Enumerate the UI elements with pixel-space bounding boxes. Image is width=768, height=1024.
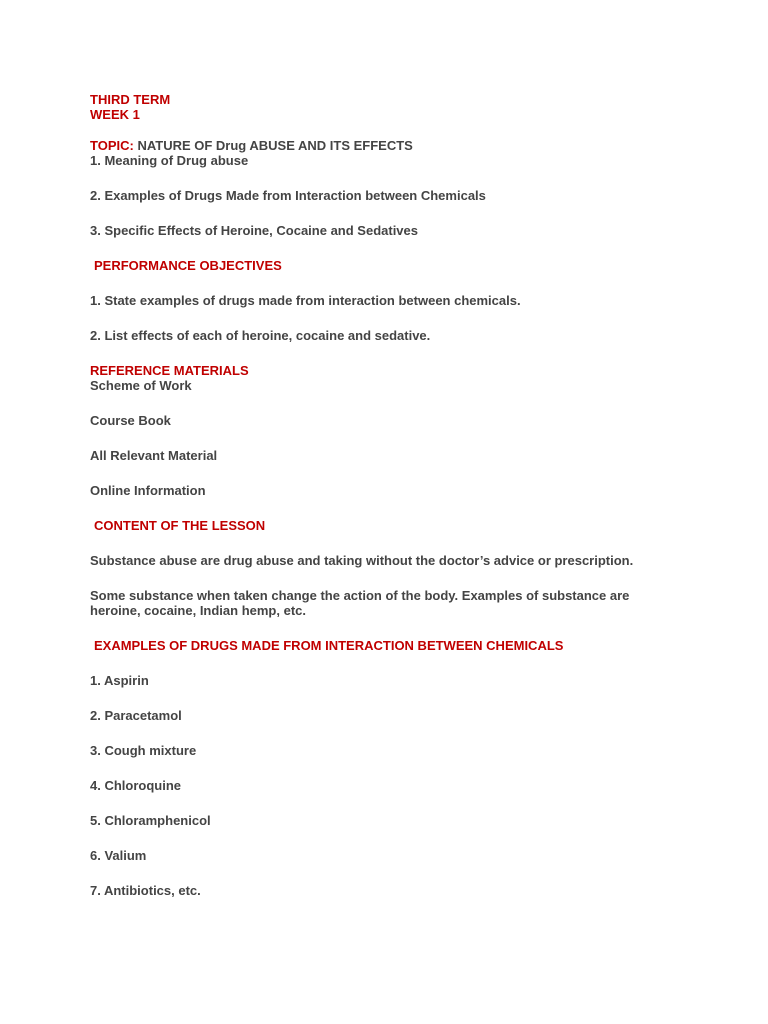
content-heading: CONTENT OF THE LESSON xyxy=(94,518,266,533)
topic-item: 1. Meaning of Drug abuse xyxy=(90,153,249,168)
example-item: 3. Cough mixture xyxy=(90,743,197,758)
topic-line xyxy=(90,138,710,153)
topic-label: TOPIC: xyxy=(90,138,134,153)
example-item: 7. Antibiotics, etc. xyxy=(90,883,201,898)
examples-heading: EXAMPLES OF DRUGS MADE FROM INTERACTION BETWEEN CHEMICALS xyxy=(94,638,564,653)
topic-item: 3. Specific Effects of Heroine, Cocaine and Sedatives xyxy=(90,223,418,238)
example-item: 5. Chloramphenicol xyxy=(90,813,211,828)
reference-item: All Relevant Material xyxy=(90,448,218,463)
reference-item: Online Information xyxy=(90,483,206,498)
term-heading: THIRD TERM xyxy=(90,92,171,107)
content-paragraph: Some substance when taken change the action of the body. Examples of substance are heroine, cocaine, Indian hemp, etc. xyxy=(90,588,630,618)
references-heading: REFERENCE MATERIALS xyxy=(90,363,249,378)
reference-item: Scheme of Work xyxy=(90,378,192,393)
example-item: 1. Aspirin xyxy=(90,673,149,688)
objective-item: 2. List effects of each of heroine, cocaine and sedative. xyxy=(90,328,431,343)
topic-title: NATURE OF Drug ABUSE AND ITS EFFECTS xyxy=(133,138,413,153)
example-item: 6. Valium xyxy=(90,848,147,863)
example-item: 2. Paracetamol xyxy=(90,708,182,723)
reference-item: Course Book xyxy=(90,413,171,428)
topic-item: 2. Examples of Drugs Made from Interaction between Chemicals xyxy=(90,188,486,203)
example-item: 4. Chloroquine xyxy=(90,778,181,793)
lesson-note xyxy=(90,92,710,898)
objective-item: 1. State examples of drugs made from interaction between chemicals. xyxy=(90,293,521,308)
objectives-heading: PERFORMANCE OBJECTIVES xyxy=(94,258,282,273)
week-heading: WEEK 1 xyxy=(90,107,140,122)
content-paragraph: Substance abuse are drug abuse and taking without the doctor’s advice or prescription. xyxy=(90,553,634,568)
